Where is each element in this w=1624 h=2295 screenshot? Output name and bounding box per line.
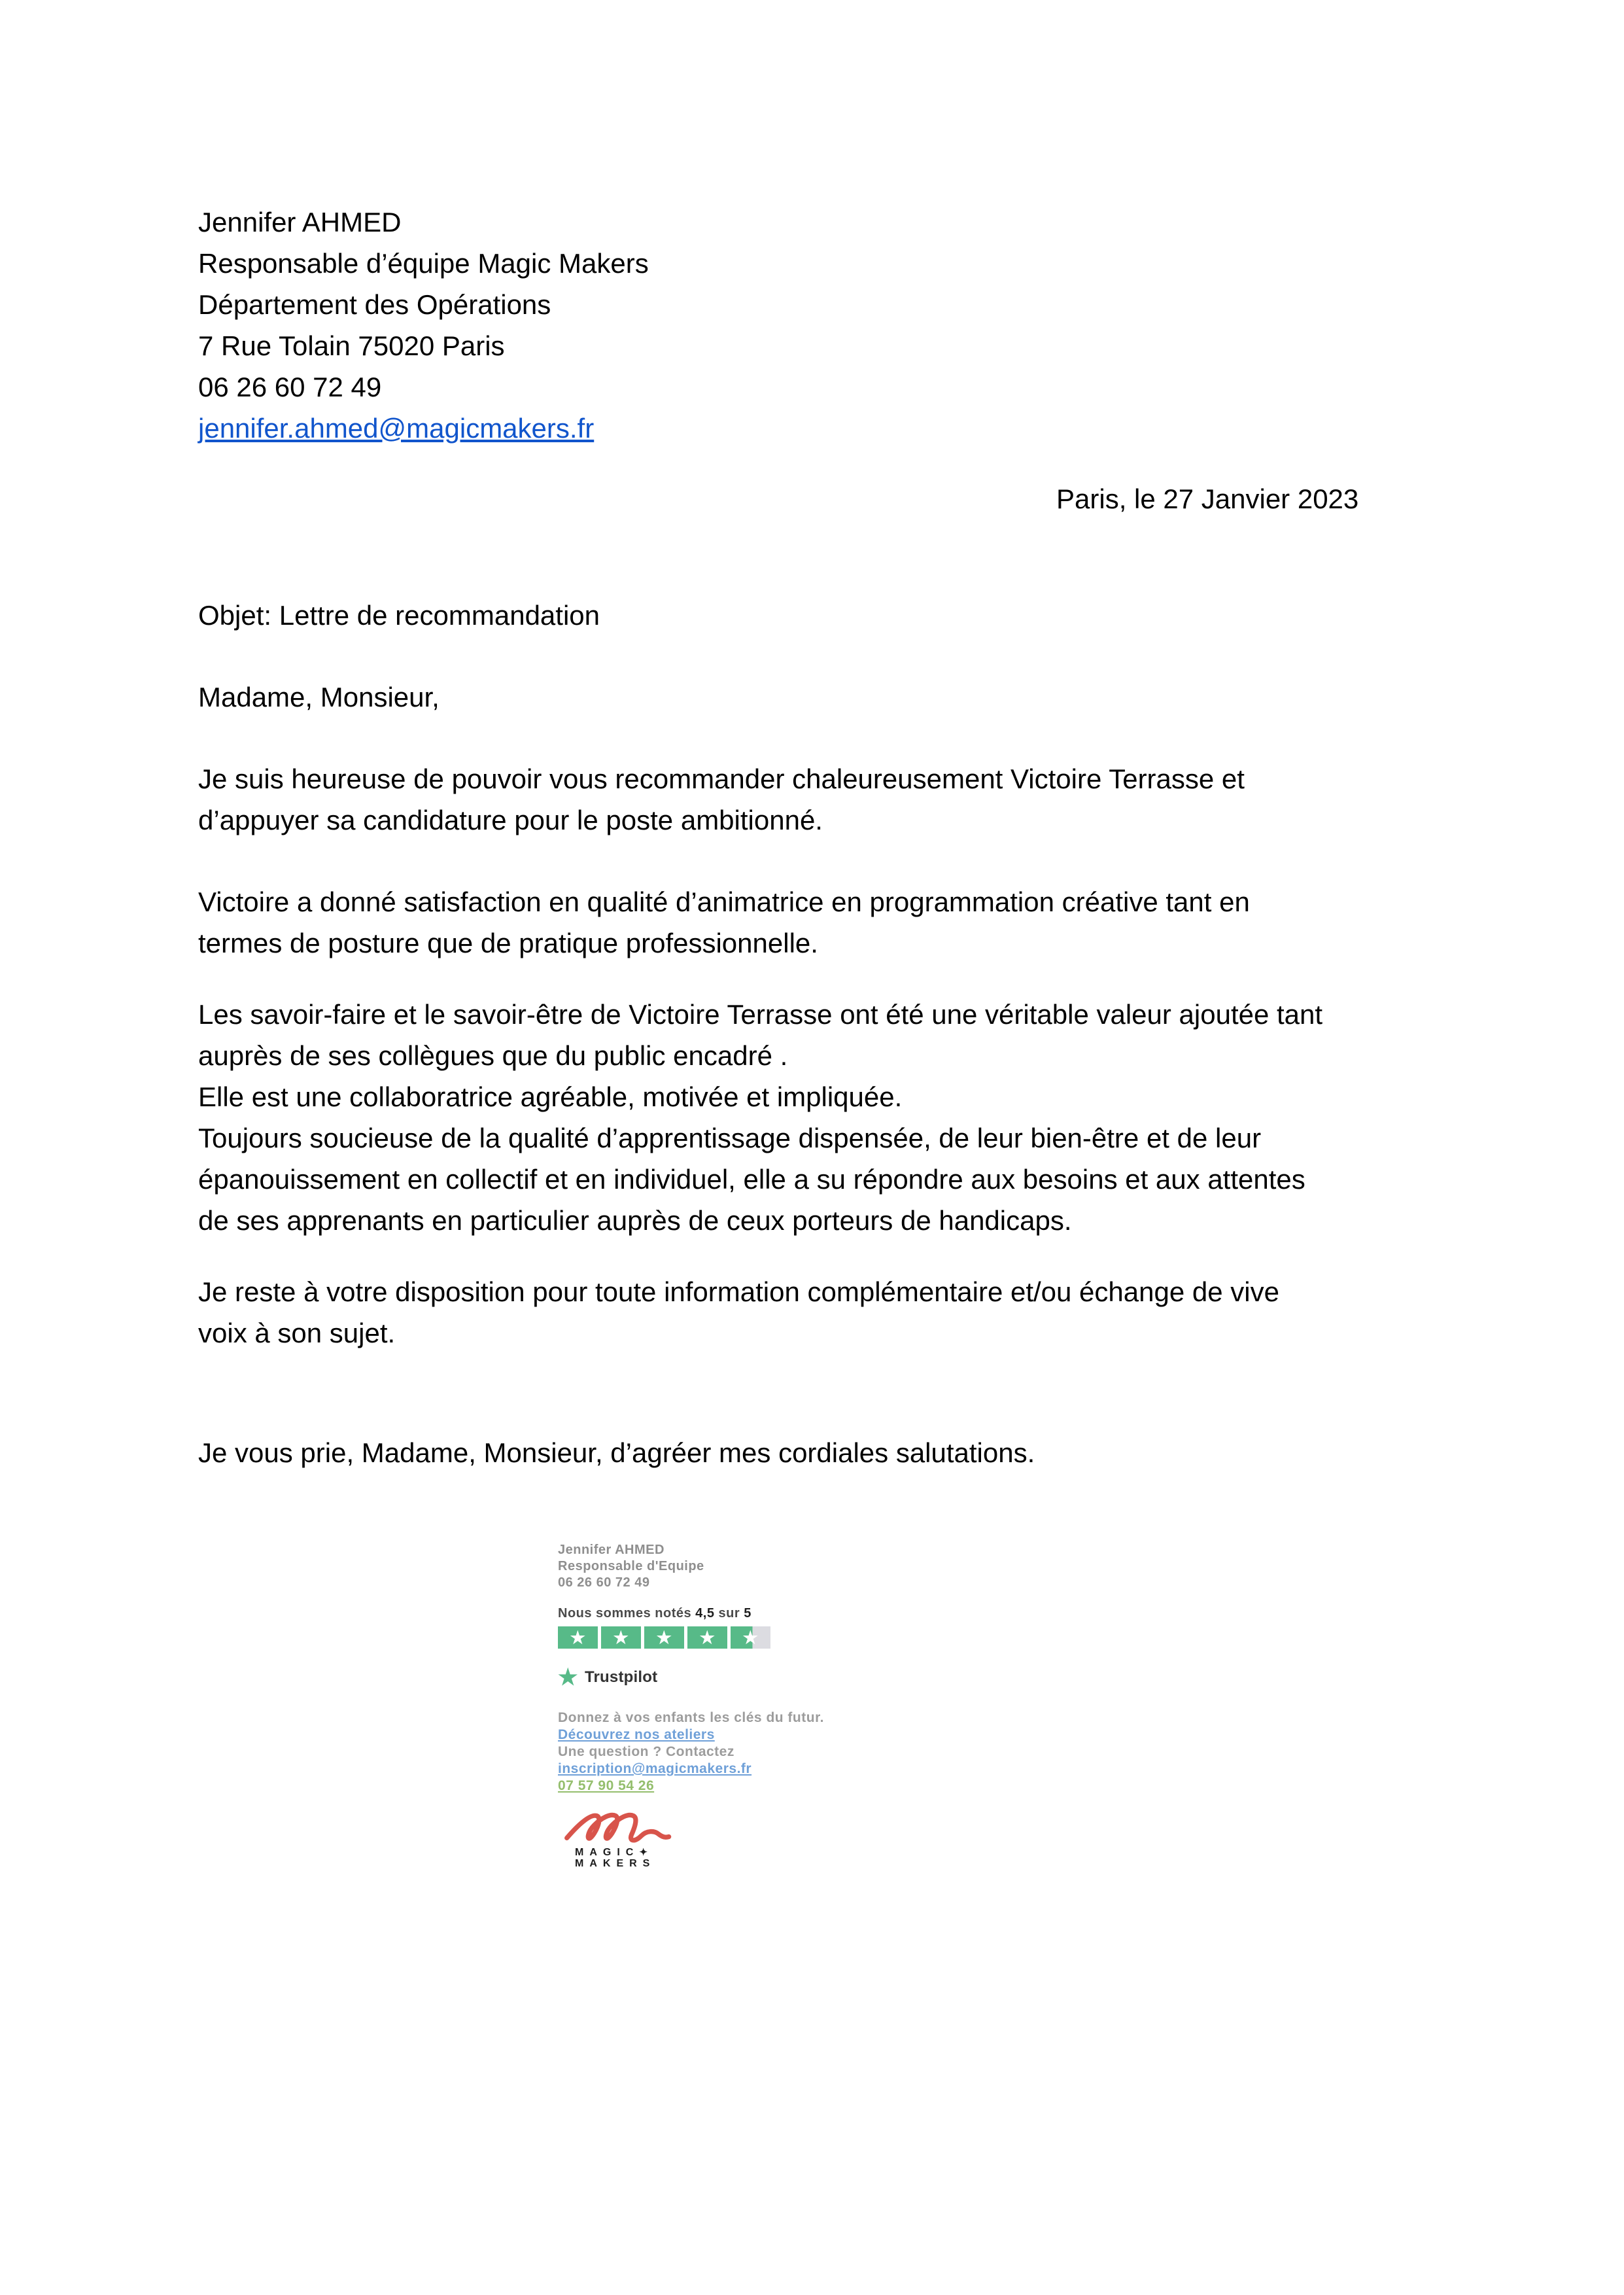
trustpilot-star-icon: ★ <box>644 1626 684 1649</box>
signature-name: Jennifer AHMED <box>558 1543 665 1557</box>
closing-paragraph <box>198 1432 1428 1473</box>
magic-makers-wordmark <box>575 1847 1428 1858</box>
magic-makers-m-logo <box>563 1806 678 1847</box>
paragraph-line: de ses apprenants en particulier auprès de ceux porteurs de handicaps. <box>198 1205 1072 1236</box>
paragraph-line: Toujours soucieuse de la qualité d’apprentissage dispensée, de leur bien-être et de leur <box>198 1123 1262 1153</box>
rating-prefix: Nous sommes notés <box>558 1606 696 1621</box>
paragraph <box>198 881 1428 964</box>
paragraph <box>198 994 1428 1241</box>
sender-block <box>198 201 1428 449</box>
sender-name: Jennifer AHMED <box>198 207 402 237</box>
signature-phone: 06 26 60 72 49 <box>558 1575 650 1590</box>
sender-department: Département des Opérations <box>198 289 551 320</box>
contact-phone-link[interactable]: 07 57 90 54 26 <box>558 1778 655 1793</box>
paragraph-line: voix à son sujet. <box>198 1318 396 1348</box>
sparkle-icon: ✦ <box>639 1847 648 1858</box>
letter-content <box>198 201 1428 1869</box>
paragraph-line: Victoire a donné satisfaction en qualité d’animatrice en programmation créative tant en <box>198 886 1250 917</box>
workshops-link[interactable]: Découvrez nos ateliers <box>558 1727 715 1742</box>
paragraph-line: termes de posture que de pratique professionnelle. <box>198 928 818 958</box>
sender-address: 7 Rue Tolain 75020 Paris <box>198 330 505 361</box>
trustpilot-logo <box>558 1656 1428 1698</box>
signature-role: Responsable d'Equipe <box>558 1559 704 1573</box>
paragraph-line: épanouissement en collectif et en individuel, elle a su répondre aux besoins et aux attentes <box>198 1164 1305 1195</box>
paragraph <box>198 758 1428 841</box>
magic-makers-logo <box>558 1806 1428 1869</box>
salutation-line: Madame, Monsieur, <box>198 682 440 712</box>
trustpilot-stars <box>558 1626 1428 1649</box>
contact-email-link[interactable]: inscription@magicmakers.fr <box>558 1761 752 1776</box>
paragraph-line: Je suis heureuse de pouvoir vous recommander chaleureusement Victoire Terrasse et <box>198 763 1245 794</box>
trustpilot-half-star-icon: ★ <box>731 1626 770 1649</box>
trustpilot-star-icon: ★ <box>601 1626 641 1649</box>
email-signature <box>558 1542 1428 1869</box>
paragraph-line: Je reste à votre disposition pour toute information complémentaire et/ou échange de vive <box>198 1276 1279 1307</box>
paragraph <box>198 1271 1428 1354</box>
sender-email-link[interactable]: jennifer.ahmed@magicmakers.fr <box>198 413 595 444</box>
rating-max: 5 <box>744 1606 752 1621</box>
rating-mid: sur <box>714 1606 744 1621</box>
paragraph-line: auprès de ses collègues que du public encadré . <box>198 1040 788 1071</box>
paragraph-line: d’appuyer sa candidature pour le poste ambitionné. <box>198 805 823 835</box>
signature-tagline: Donnez à vos enfants les clés du futur. <box>558 1710 824 1725</box>
subject-line: Objet: Lettre de recommandation <box>198 600 600 631</box>
rating-value: 4,5 <box>695 1606 715 1621</box>
paragraph-line: Je vous prie, Madame, Monsieur, d’agréer mes cordiales salutations. <box>198 1437 1035 1468</box>
sender-title: Responsable d’équipe Magic Makers <box>198 248 649 279</box>
magic-makers-wordmark-line1: MAGIC <box>575 1847 640 1858</box>
trustpilot-logo-star-icon: ★ <box>558 1664 578 1690</box>
trustpilot-star-icon: ★ <box>687 1626 727 1649</box>
signature-footer <box>558 1709 1428 1795</box>
date-line: Paris, le 27 Janvier 2023 <box>1056 483 1359 514</box>
sender-phone: 06 26 60 72 49 <box>198 372 382 402</box>
paragraph-line: Elle est une collaboratrice agréable, motivée et impliquée. <box>198 1081 903 1112</box>
paragraph-line: Les savoir-faire et le savoir-être de Victoire Terrasse ont été une véritable valeur ajoutée tant <box>198 999 1323 1030</box>
magic-makers-wordmark-line2: MAKERS <box>575 1858 656 1869</box>
trustpilot-rating-text <box>558 1605 1428 1622</box>
trustpilot-logo-label: Trustpilot <box>584 1668 658 1686</box>
signature-contact-text: Une question ? Contactez <box>558 1744 734 1759</box>
trustpilot-star-icon: ★ <box>558 1626 598 1649</box>
